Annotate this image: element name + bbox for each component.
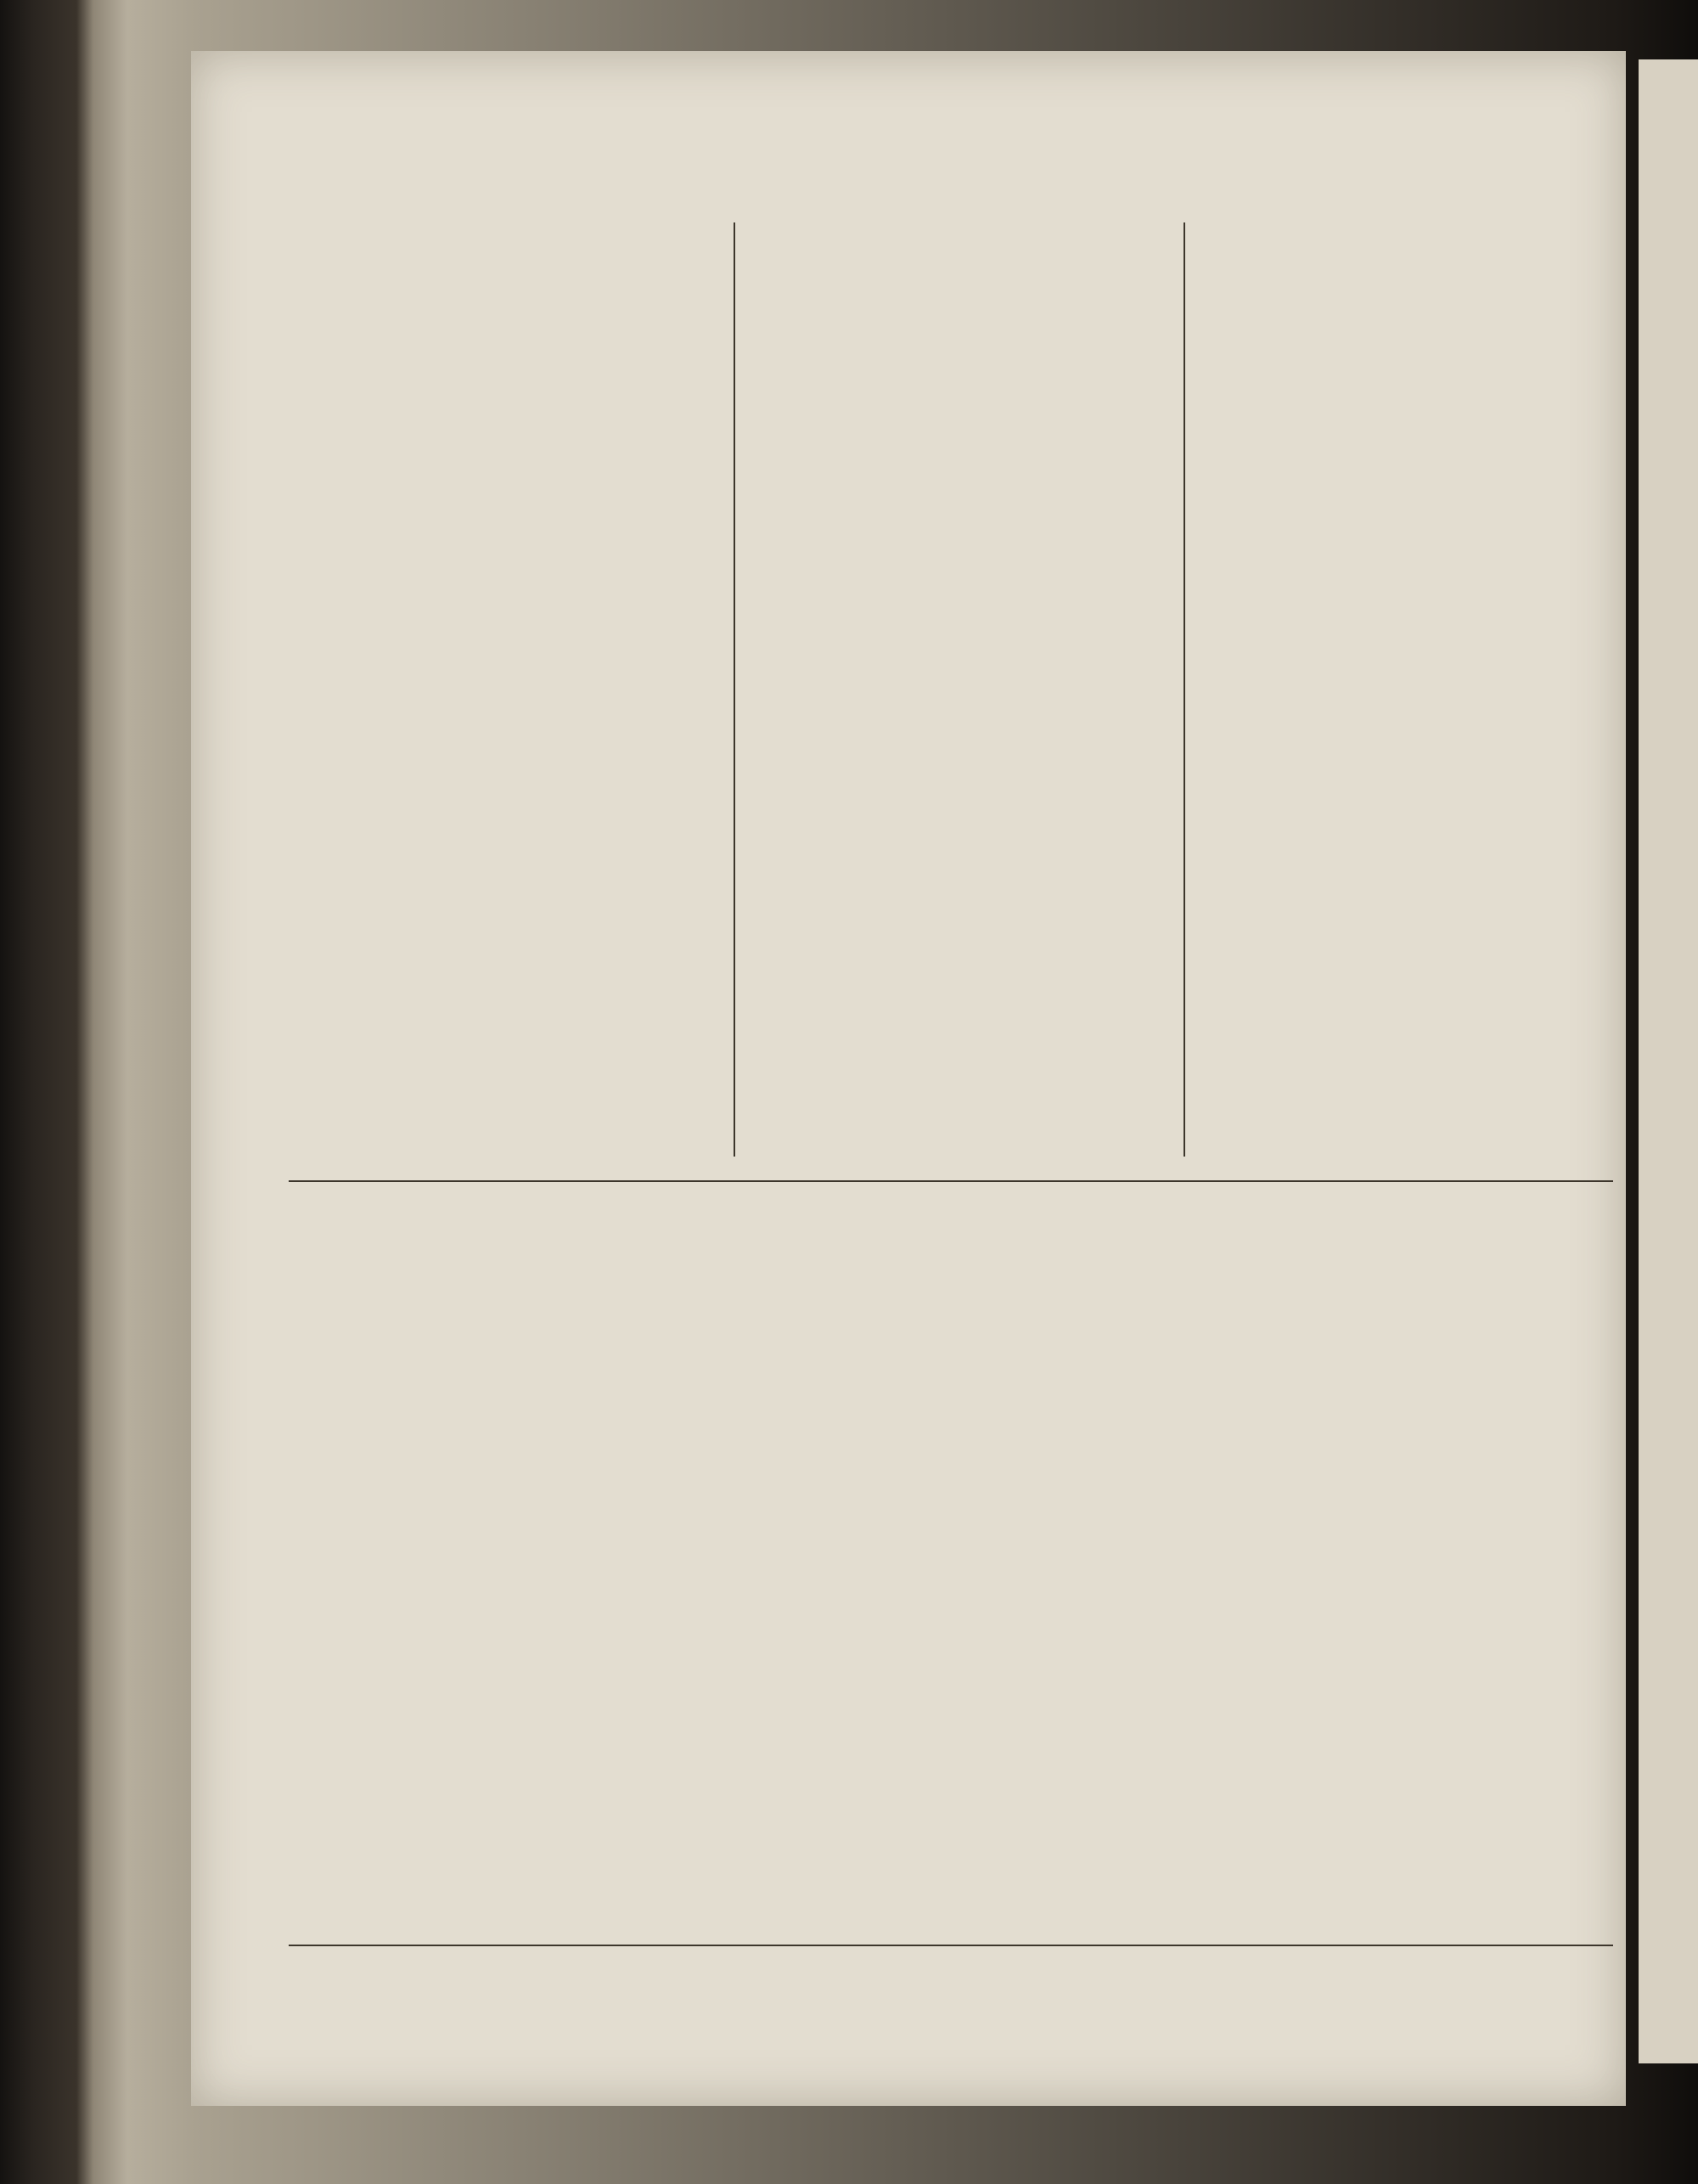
- column-rule-2: [1184, 222, 1185, 1157]
- column-rule-1: [734, 222, 735, 1157]
- page-number: [0, 126, 1698, 165]
- section-divider: [289, 1180, 1613, 1182]
- table-bottom-rule: [289, 1945, 1613, 1946]
- adjacent-page-fragment: [1639, 59, 1698, 2063]
- newspaper-page: [191, 51, 1626, 2106]
